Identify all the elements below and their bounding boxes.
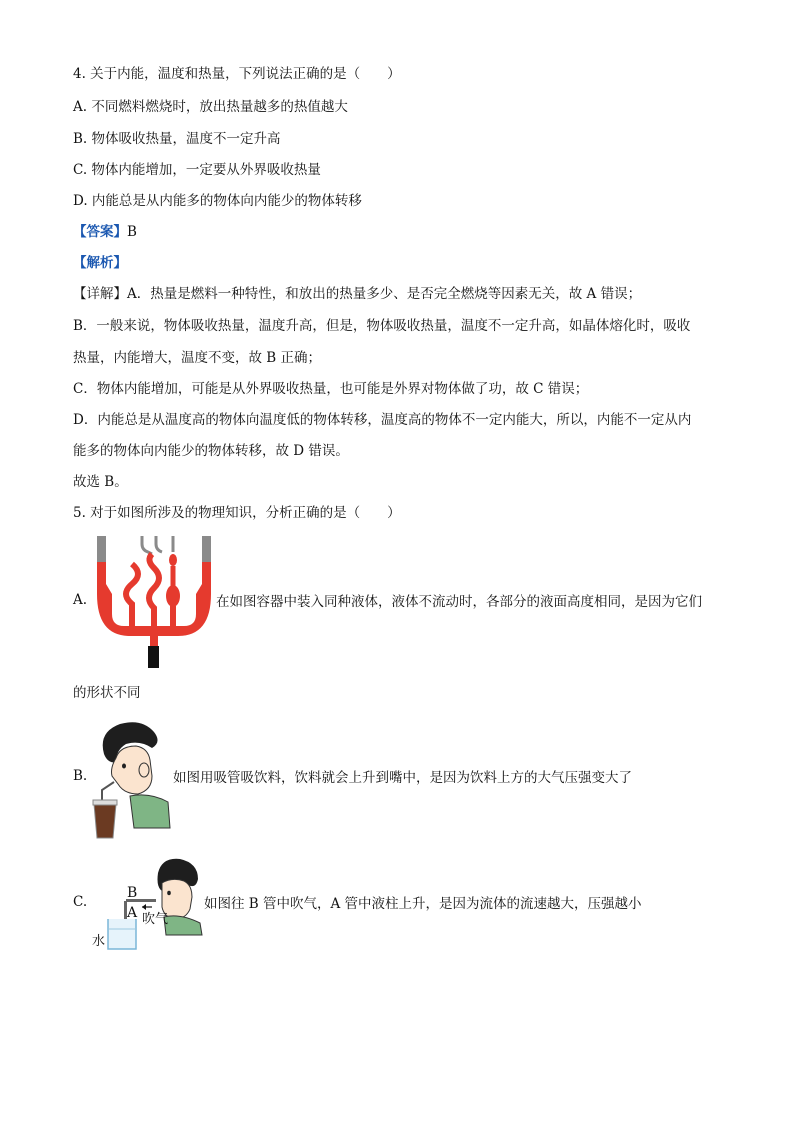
q5-option-a-letter: A. — [73, 592, 88, 608]
label-b: B — [127, 885, 138, 901]
q5-option-a-text2: 的形状不同 — [73, 685, 141, 701]
label-blow: 吹气 — [142, 912, 169, 927]
blowing-tube-figure — [92, 855, 204, 955]
q4-detail-d1: D．内能总是从温度高的物体向温度低的物体转移，温度高的物体不一定内能大，所以，内能不一定从内 — [73, 412, 692, 428]
label-water: 水 — [92, 934, 106, 949]
q5-stem: 5. 对于如图所涉及的物理知识，分析正确的是（ ） — [73, 505, 401, 521]
answer-tag: 【答案】 — [73, 224, 127, 240]
q4-answer — [73, 222, 137, 242]
q4-analysis — [73, 253, 127, 273]
q4-detail-b1: B．一般来说，物体吸收热量，温度升高，但是，物体吸收热量，温度不一定升高，如晶体熔化时，吸收 — [73, 318, 691, 334]
q4-conclusion: 故选 B。 — [73, 474, 128, 490]
q5-option-c-letter: C. — [73, 894, 88, 910]
q4-option-c: C. 物体内能增加，一定要从外界吸收热量 — [73, 162, 321, 178]
q5-option-c-text: 如图往 B 管中吹气，A 管中液柱上升，是因为流体的流速越大，压强越小 — [204, 896, 642, 912]
q4-detail-a — [73, 284, 641, 304]
q4-option-b: B. 物体吸收热量，温度不一定升高 — [73, 131, 281, 147]
detail-a-text: A．热量是燃料一种特性，和放出的热量多少、是否完全燃烧等因素无关，故 A 错误； — [127, 286, 642, 302]
q5-option-b-text: 如图用吸管吸饮料，饮料就会上升到嘴中，是因为饮料上方的大气压强变大了 — [173, 770, 632, 786]
q4-stem: 4. 关于内能，温度和热量，下列说法正确的是（ ） — [73, 66, 401, 82]
q5-option-a-text1: 在如图容器中装入同种液体，液体不流动时，各部分的液面高度相同，是因为它们 — [216, 594, 702, 610]
boy-drinking-straw-figure — [90, 718, 172, 840]
q4-detail-d2: 能多的物体向内能少的物体转移，故 D 错误。 — [73, 443, 349, 459]
q4-detail-c: C．物体内能增加，可能是从外界吸收热量，也可能是外界对物体做了功，故 C 错误； — [73, 381, 589, 397]
q4-option-a: A. 不同燃料燃烧时，放出热量越多的热值越大 — [73, 99, 348, 115]
label-a: A — [127, 905, 138, 921]
detail-tag: 【详解】 — [73, 286, 127, 302]
q5-option-b-letter: B. — [73, 768, 88, 784]
analysis-tag: 【解析】 — [73, 255, 127, 271]
q4-option-d: D. 内能总是从内能多的物体向内能少的物体转移 — [73, 193, 362, 209]
q4-detail-b2: 热量，内能增大，温度不变，故 B 正确； — [73, 350, 322, 366]
answer-value: B — [127, 224, 137, 240]
connected-vessels-figure — [92, 534, 216, 668]
